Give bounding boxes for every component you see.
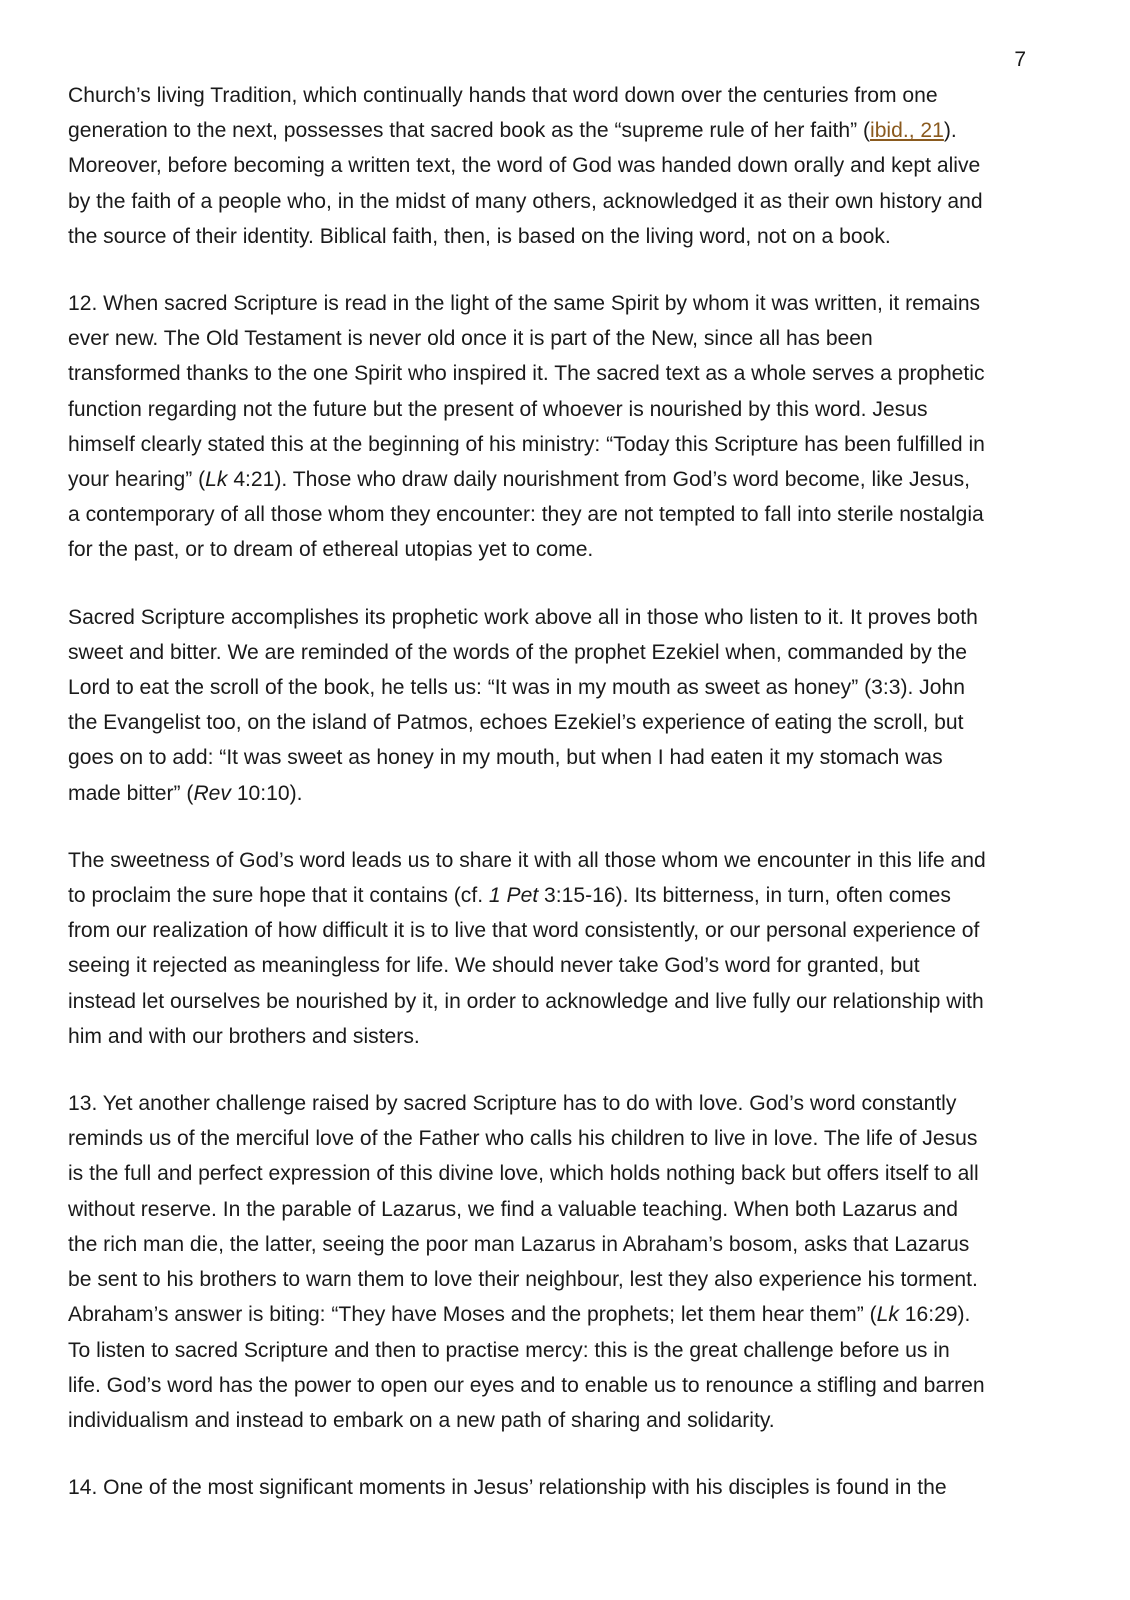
text-run: 14. One of the most significant moments in Jesus’ relationship with his disciples is found in the — [68, 1476, 947, 1500]
text-run: generation to the next, possesses that sacred book as the “supreme rule of her faith” ( — [68, 119, 871, 143]
text-line — [68, 356, 1068, 391]
text-run: seeing it rejected as meaningless for life. We should never take God’s word for granted, but — [68, 954, 920, 978]
text-line — [68, 1019, 1068, 1054]
text-run: instead let ourselves be nourished by it, in order to acknowledge and live fully our relationship with — [68, 989, 984, 1013]
text-run: the Evangelist too, on the island of Patmos, echoes Ezekiel’s experience of eating the scroll, but — [68, 711, 964, 735]
text-run: by the faith of a people who, in the midst of many others, acknowledged it as their own history and — [68, 189, 983, 213]
paragraph — [68, 286, 1068, 568]
text-run: Abraham’s answer is biting: “They have Moses and the prophets; let them hear them” ( — [68, 1303, 877, 1327]
text-line — [68, 392, 1068, 427]
text-line — [68, 78, 1068, 113]
text-line — [68, 427, 1068, 462]
text-line — [68, 1121, 1068, 1156]
paragraph — [68, 78, 1068, 254]
text-run: To listen to sacred Scripture and then to practise mercy: this is the great challenge before us in — [68, 1338, 950, 1362]
text-run: a contemporary of all those whom they encounter: they are not tempted to fall into sterile nostalgia — [68, 503, 984, 527]
text-run: Sacred Scripture accomplishes its prophetic work above all in those who listen to it. It proves both — [68, 605, 978, 629]
text-run: function regarding not the future but the present of whoever is nourished by this word. Jesus — [68, 397, 928, 421]
text-run: goes on to add: “It was sweet as honey in my mouth, but when I had eaten it my stomach was — [68, 746, 943, 770]
text-line — [68, 984, 1068, 1019]
text-run: your hearing” ( — [68, 468, 206, 492]
text-line — [68, 740, 1068, 775]
text-run: 13. Yet another challenge raised by sacred Scripture has to do with love. God’s word constantly — [68, 1092, 957, 1116]
document-body — [68, 78, 1068, 1537]
text-run: is the full and perfect expression of this divine love, which holds nothing back but offers itself to all — [68, 1162, 979, 1186]
text-line — [68, 1192, 1068, 1227]
paragraph — [68, 600, 1068, 811]
text-run: without reserve. In the parable of Lazarus, we find a valuable teaching. When both Lazarus and — [68, 1197, 959, 1221]
text-line — [68, 497, 1068, 532]
text-line — [68, 705, 1068, 740]
paragraph — [68, 1086, 1068, 1438]
text-line — [68, 113, 1068, 148]
text-run: transformed thanks to the one Spirit who inspired it. The sacred text as a whole serves a prophetic — [68, 362, 985, 386]
text-run: Church’s living Tradition, which continually hands that word down over the centuries from one — [68, 84, 938, 107]
text-line — [68, 1297, 1068, 1332]
reference-link[interactable]: ibid., 21 — [870, 119, 944, 143]
text-run: the rich man die, the latter, seeing the poor man Lazarus in Abraham’s bosom, asks that Lazarus — [68, 1232, 970, 1256]
text-run: made bitter” ( — [68, 781, 194, 805]
scripture-book-abbrev: Rev — [193, 781, 231, 805]
text-line — [68, 1333, 1068, 1368]
text-run: ). — [943, 119, 957, 143]
text-run: be sent to his brothers to warn them to love their neighbour, lest they also experience his torment. — [68, 1268, 978, 1292]
text-run: sweet and bitter. We are reminded of the words of the prophet Ezekiel when, commanded by the — [68, 640, 967, 664]
text-line — [68, 913, 1068, 948]
text-line — [68, 1403, 1068, 1438]
scripture-book-abbrev: Lk — [876, 1303, 899, 1327]
text-line — [68, 1086, 1068, 1121]
text-run: the source of their identity. Biblical faith, then, is based on the living word, not on a book. — [68, 224, 891, 248]
text-run: ever new. The Old Testament is never old once it is part of the New, since all has been — [68, 327, 873, 351]
text-line — [68, 321, 1068, 356]
text-line — [68, 1470, 1068, 1505]
text-line — [68, 948, 1068, 983]
text-line — [68, 219, 1068, 254]
text-run: reminds us of the merciful love of the Father who calls his children to live in love. The life of Jesus — [68, 1127, 978, 1151]
text-run: 12. When sacred Scripture is read in the light of the same Spirit by whom it was written, it remains — [68, 292, 981, 316]
text-run: from our realization of how difficult it is to live that word consistently, or our personal experience of — [68, 919, 980, 943]
text-line — [68, 462, 1068, 497]
text-line — [68, 1227, 1068, 1262]
text-run: 4:21). Those who draw daily nourishment from God’s word become, like Jesus, — [227, 468, 970, 492]
text-line — [68, 286, 1068, 321]
text-line — [68, 184, 1068, 219]
text-line — [68, 148, 1068, 183]
text-line — [68, 1368, 1068, 1403]
text-run: 16:29). — [898, 1303, 971, 1327]
text-run: Lord to eat the scroll of the book, he tells us: “It was in my mouth as sweet as honey” (3:3). John — [68, 676, 965, 700]
text-line — [68, 635, 1068, 670]
text-run: to proclaim the sure hope that it contains (cf. — [68, 884, 489, 908]
text-run: life. God’s word has the power to open our eyes and to enable us to renounce a stifling and barren — [68, 1373, 985, 1397]
text-run: him and with our brothers and sisters. — [68, 1024, 420, 1048]
text-run: himself clearly stated this at the beginning of his ministry: “Today this Scripture has been fulfilled in — [68, 432, 985, 456]
text-run: Moreover, before becoming a written text, the word of God was handed down orally and kept alive — [68, 154, 981, 178]
text-line — [68, 843, 1068, 878]
text-run: individualism and instead to embark on a new path of sharing and solidarity. — [68, 1408, 775, 1432]
text-line — [68, 878, 1068, 913]
text-run: 10:10). — [230, 781, 303, 805]
page-number: 7 — [1014, 48, 1026, 71]
text-line — [68, 776, 1068, 811]
text-run: 3:15-16). Its bitterness, in turn, often comes — [538, 884, 951, 908]
text-run: The sweetness of God’s word leads us to share it with all those whom we encounter in this life and — [68, 848, 986, 872]
paragraph — [68, 843, 1068, 1054]
text-line — [68, 600, 1068, 635]
scripture-book-abbrev: Lk — [205, 468, 228, 492]
text-line — [68, 1156, 1068, 1191]
scripture-book-abbrev: 1 Pet — [488, 884, 539, 908]
text-line — [68, 670, 1068, 705]
text-line — [68, 532, 1068, 567]
text-line — [68, 1262, 1068, 1297]
paragraph — [68, 1470, 1068, 1505]
text-run: for the past, or to dream of ethereal utopias yet to come. — [68, 538, 594, 562]
